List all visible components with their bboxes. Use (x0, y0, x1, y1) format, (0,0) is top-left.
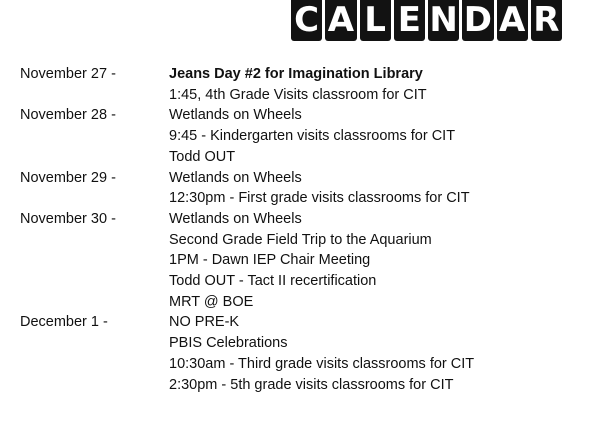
event-item: 2:30pm - 5th grade visits classrooms for CIT (169, 376, 454, 393)
day-date: November 27 - (20, 66, 116, 82)
banner-letter-tile: E (394, 0, 425, 41)
event-item: 1PM - Dawn IEP Chair Meeting (169, 252, 371, 269)
banner-letter-tile: R (531, 0, 562, 41)
day-events (169, 209, 580, 313)
schedule-day-row (20, 168, 580, 209)
event-item: 12:30pm - First grade visits classrooms for CIT (169, 190, 470, 207)
day-date: November 29 - (20, 169, 116, 186)
event-item: Todd OUT (169, 148, 236, 165)
banner-letter-tile: C (291, 0, 322, 41)
schedule-list (20, 64, 580, 395)
banner-letter-tile: L (360, 0, 391, 41)
event-item: Wetlands on Wheels (169, 210, 302, 227)
event-item: Jeans Day #2 for Imagination Library (169, 66, 423, 82)
day-events (169, 168, 580, 209)
event-item: 9:45 - Kindergarten visits classrooms for CIT (169, 128, 456, 145)
day-date: December 1 - (20, 314, 108, 331)
banner-letter-tile: A (325, 0, 356, 41)
event-item: Todd OUT - Tact II recertification (169, 273, 377, 290)
schedule-day-row (20, 209, 580, 313)
calendar-banner (291, 0, 562, 41)
event-item: Wetlands on Wheels (169, 107, 302, 124)
day-date: November 28 - (20, 107, 116, 124)
day-date: November 30 - (20, 210, 116, 227)
banner-letter-tile: N (429, 0, 458, 40)
event-item: 10:30am - Third grade visits classrooms for CIT (169, 355, 475, 372)
day-events (169, 312, 580, 395)
event-item: 1:45, 4th Grade Visits classroom for CIT (169, 86, 427, 103)
event-item: PBIS Celebrations (169, 335, 288, 352)
schedule-day-row (20, 64, 580, 105)
event-item: NO PRE-K (169, 314, 240, 331)
day-events (169, 64, 580, 105)
event-item: Second Grade Field Trip to the Aquarium (169, 231, 432, 248)
schedule-day-row (20, 105, 580, 167)
banner-letter-tile: D (463, 0, 492, 40)
banner-letter-tile: A (497, 0, 528, 41)
event-item: Wetlands on Wheels (169, 169, 302, 186)
event-item: MRT @ BOE (169, 293, 254, 310)
schedule-day-row (20, 312, 580, 395)
day-events (169, 105, 580, 167)
